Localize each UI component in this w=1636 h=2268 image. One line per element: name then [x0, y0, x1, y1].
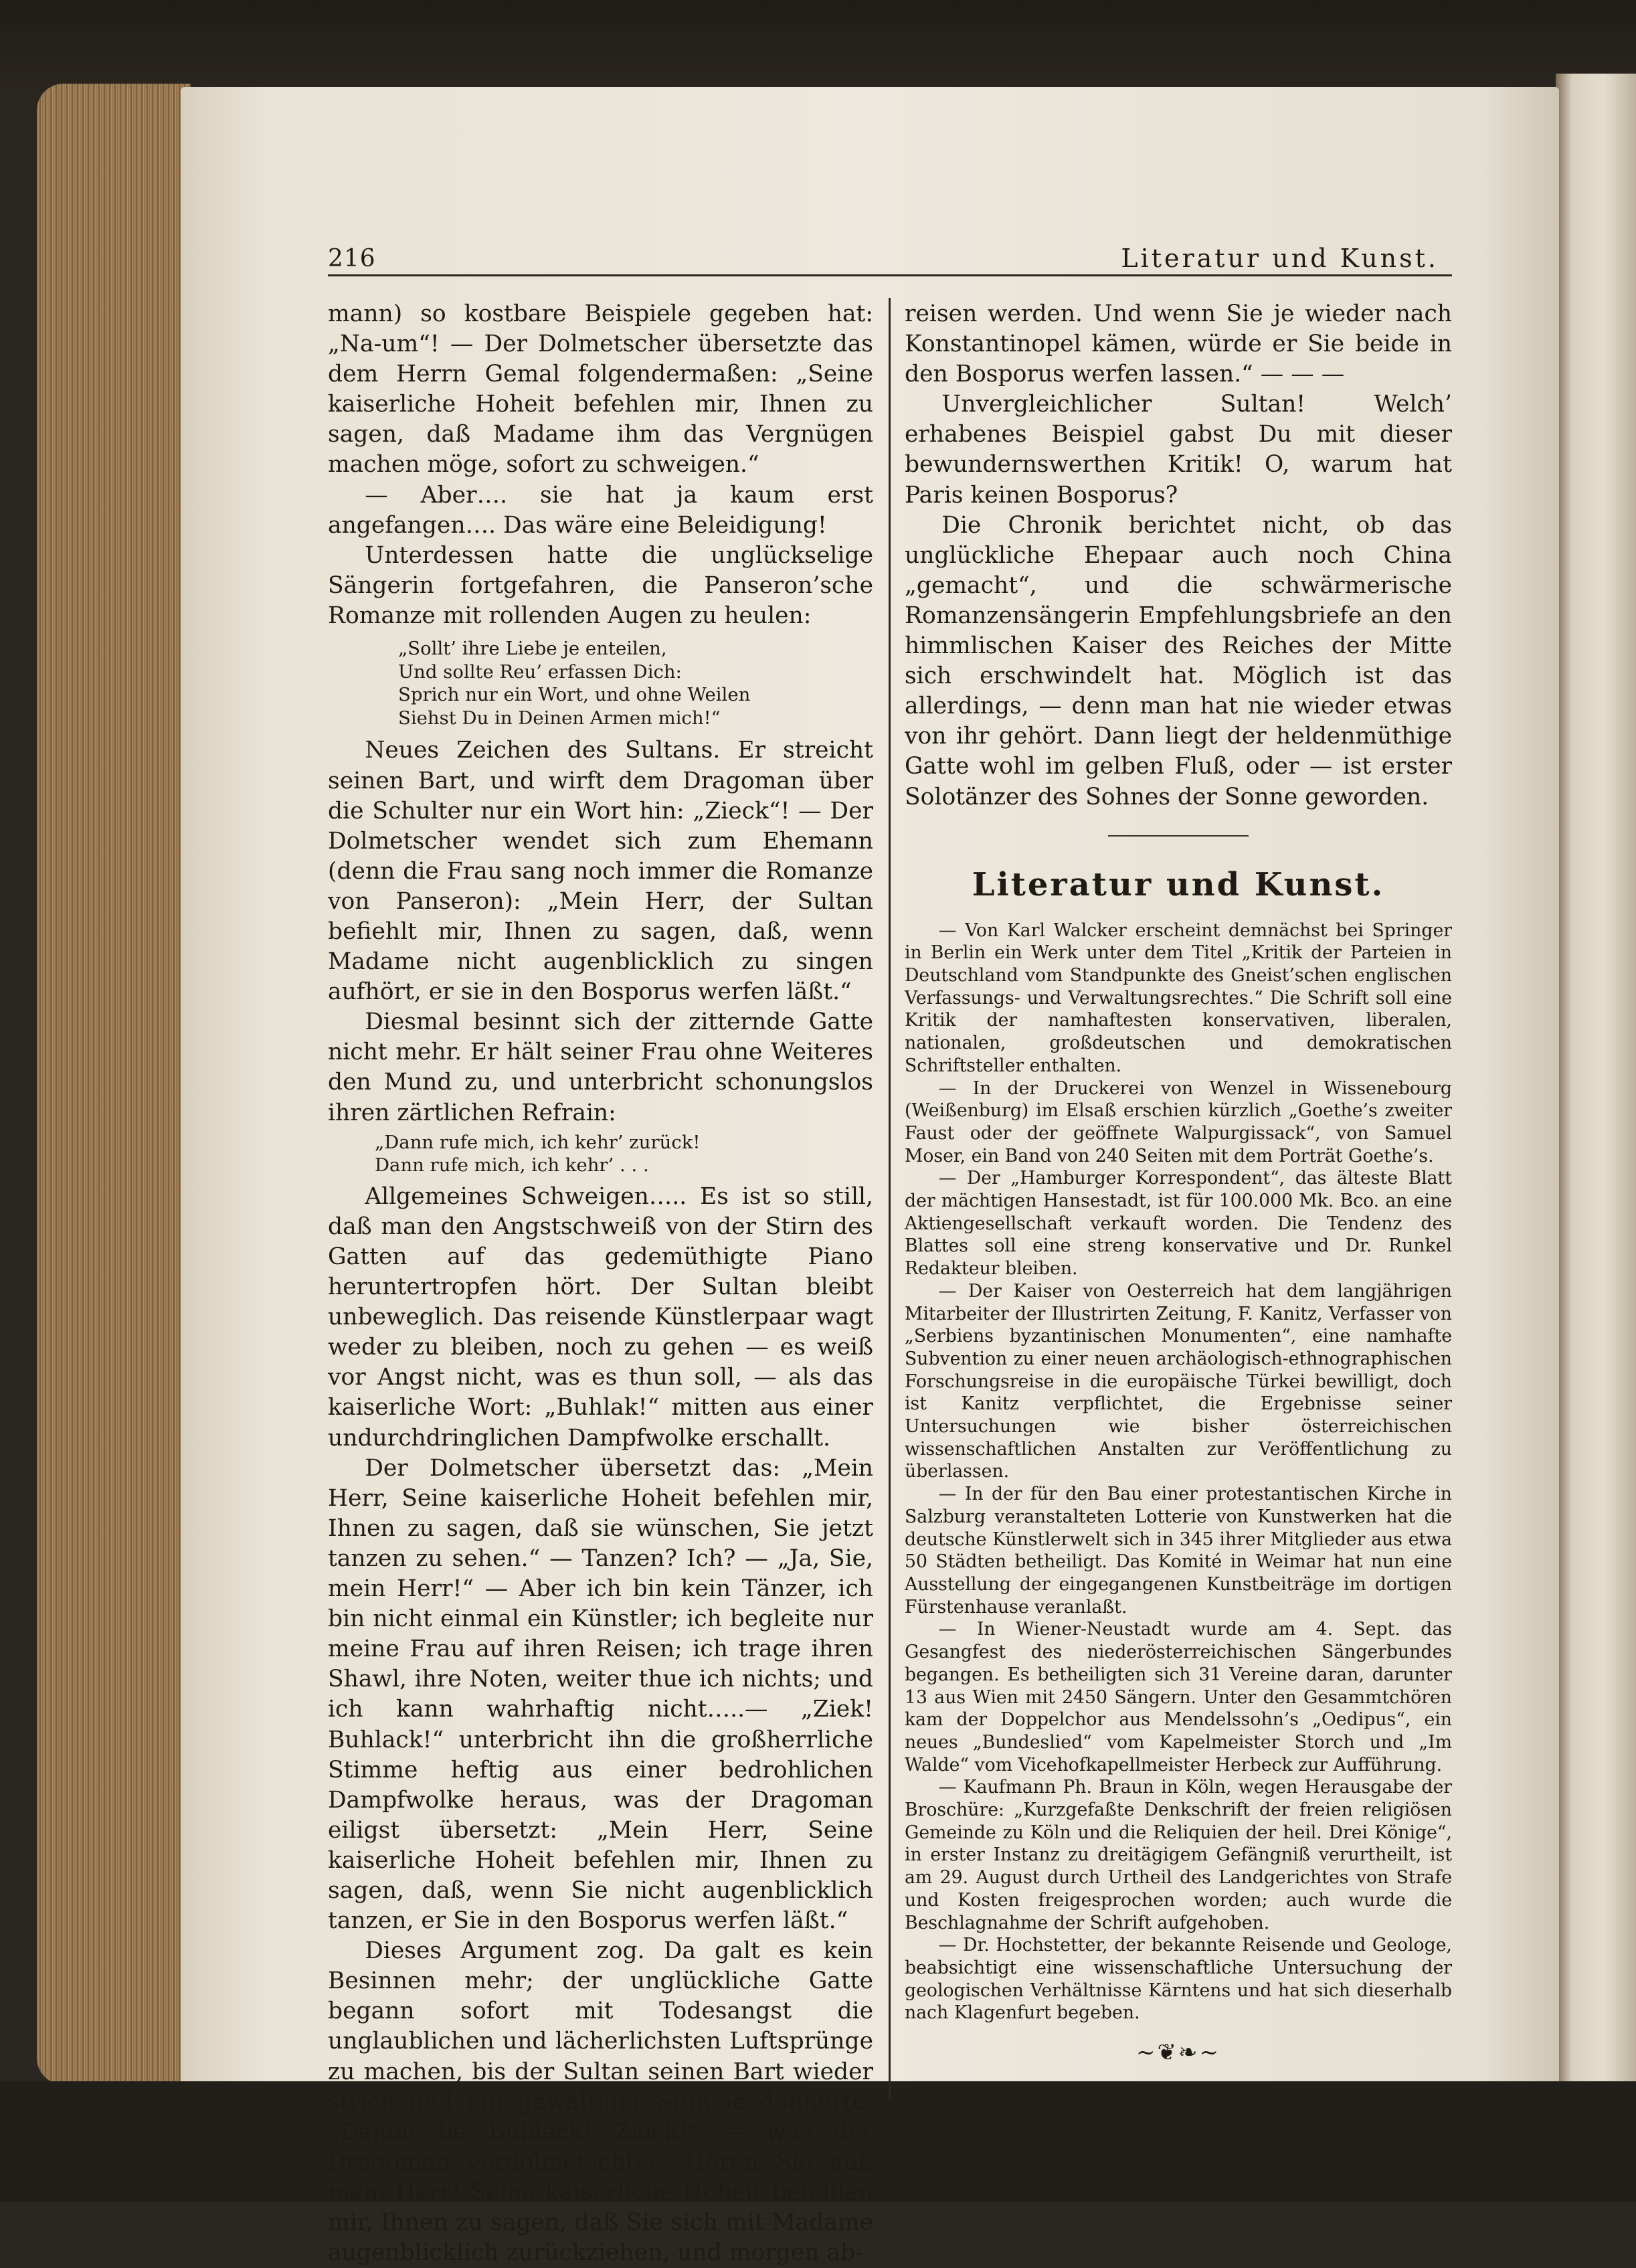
news-item: — In Wiener-Neustadt wurde am 4. Sept. das Gesangfest des niederösterreichischen Sängerbundes begangen. Es betheiligten sich 31 Vereine daran, darunter 13 aus Wien mit 2450 Sängern. Unter den Gesammtchören kam der Doppelchor aus Mendelssohn’s „Oedipus“, ein neues „Bundeslied“ vom Kapelmeister Storch und „Im Walde“ vom Vicehofkapellmeister Herbeck zur Aufführung. [905, 1619, 1452, 1775]
dark-background-top [0, 0, 1636, 100]
section-divider [1108, 835, 1249, 837]
column-divider [889, 298, 891, 2101]
page-header [328, 241, 1452, 276]
paragraph: Unvergleichlicher Sultan! Welch’ erhabenes Beispiel gabst Du mit dieser bewundernswerthen Kritik! O, warum hat Paris keinen Bosporus? [905, 391, 1452, 509]
verse-block [328, 1131, 873, 1177]
verse-line: Dann rufe mich, ich kehr’ . . . [375, 1154, 649, 1176]
verse-line: Siehst Du in Deinen Armen mich!“ [398, 707, 721, 729]
adjacent-page-edge [1556, 74, 1636, 2121]
verse-line: „Sollt’ ihre Liebe je enteilen, [398, 638, 667, 660]
paragraph: Unterdessen hatte die unglückselige Sängerin fortgefahren, die Panseron’sche Romanze mit rollenden Augen zu heulen: [328, 541, 873, 629]
paragraph: Dieses Argument zog. Da galt es kein Besinnen mehr; der unglückliche Gatte begann sofort mit Todesangst die unglaublichen und lächerlichsten Luftsprünge zu machen, bis der Sultan seinen Bart wieder strich und mit gewaltiger Stimme donnerte: „Dajum be Buhlack! Zieck!“ — was der Dragoman verdolmetschte: „Hören Sie auf, mein Herr! Seine kaiserliche Hoheit befehlen mir, Ihnen zu sagen, daß Sie sich mit Madame augenblicklich zurückziehen, und morgen ab- [328, 1937, 873, 2267]
right-column [905, 299, 1452, 2068]
paragraph: — Aber…. sie hat ja kaum erst angefangen…. Das wäre eine Beleidigung! [328, 481, 873, 539]
verse-line: Und sollte Reu’ erfassen Dich: [398, 661, 682, 683]
left-column [328, 299, 873, 2268]
news-item: — Dr. Hochstetter, der bekannte Reisende und Geologe, beabsichtigt eine wissenschaftliche Untersuchung der geologischen Verhältnisse Kärntens und hat sich dieserhalb nach Klagenfurt begeben. [905, 1935, 1452, 2024]
news-item: — Kaufmann Ph. Braun in Köln, wegen Herausgabe der Broschüre: „Kurzgefaßte Denkschrift der freien religiösen Gemeinde zu Köln und die Reliquien der heil. Drei Könige“, in erster Instanz zu dreitägigem Gefängniß verurtheilt, ist am 29. August durch Urtheil des Landgerichtes von Strafe und Kosten freigesprochen worden; auch wurde die Beschlagnahme der Schrift aufgehoben. [905, 1777, 1452, 1933]
paragraph: Die Chronik berichtet nicht, ob das unglückliche Ehepaar auch noch China „gemacht“, und die schwärmerische Romanzensängerin Empfehlungsbriefe an den himmlischen Kaiser des Reiches der Mitte sich erschwindelt hat. Möglich ist das allerdings, — denn man hat nie wieder etwas von ihr gehört. Dann liegt der heldenmüthige Gatte wohl im gelben Fluß, oder — ist erster Solotänzer des Sohnes der Sonne geworden. [905, 511, 1452, 810]
news-item: — Der „Hamburger Korrespondent“, das älteste Blatt der mächtigen Hansestadt, ist für 100.000 Mk. Bco. an eine Aktiengesellschaft verkauft worden. Die Tendenz des Blattes soll eine streng konservative und Dr. Runkel Redakteur bleiben. [905, 1168, 1452, 1280]
verse-line: „Dann rufe mich, ich kehr’ zurück! [375, 1131, 701, 1153]
paragraph: Allgemeines Schweigen….. Es ist so still, daß man den Angstschweiß von der Stirn des Gatten auf das gedemüthigte Piano heruntertropfen hört. Der Sultan bleibt unbeweglich. Das reisende Künstlerpaar wagt weder zu bleiben, noch zu gehen — es weiß vor Angst nicht, was es thun soll, — als das kaiserliche Wort: „Buhlak!“ mitten aus einer undurchdringlichen Dampfwolke erschallt. [328, 1183, 873, 1452]
page-number: 216 [328, 245, 376, 272]
news-section [905, 920, 1452, 2024]
news-item: — In der für den Bau einer protestantischen Kirche in Salzburg veranstalteten Lotterie von Kunstwerken hat die deutsche Künstlerwelt sich in 345 ihrer Mitglieder aus etwa 50 Städten betheiligt. Das Komité in Weimar hat nun eine Ausstellung der eingegangenen Kunstbeiträge im dortigen Fürstenhause veranlaßt. [905, 1484, 1452, 1618]
paragraph: Der Dolmetscher übersetzt das: „Mein Herr, Seine kaiserliche Hoheit befehlen mir, Ihnen zu sagen, daß sie wünschen, Sie jetzt tanzen zu sehen.“ — Tanzen? Ich? — „Ja, Sie, mein Herr!“ — Aber ich bin kein Tänzer, ich bin nicht einmal ein Künstler; ich begleite nur meine Frau auf ihren Reisen; ich trage ihren Shawl, ihre Noten, weiter thue ich nichts; und ich kann wahrhaftig nicht…..— „Ziek! Buhlack!“ unterbricht ihn die großherrliche Stimme heftig aus einer bedrohlichen Dampfwolke heraus, was der Dragoman eiligst übersetzt: „Mein Herr, Seine kaiserliche Hoheit befehlen mir, Ihnen zu sagen, daß, wenn Sie nicht augenblicklich tanzen, er Sie in den Bosporus werfen läßt.“ [328, 1454, 873, 1935]
verse-line: Sprich nur ein Wort, und ohne Weilen [398, 684, 751, 706]
section-title: Literatur und Kunst. [972, 865, 1385, 903]
paragraph: mann) so kostbare Beispiele gegeben hat: „Na-um“! — Der Dolmetscher übersetzte das dem Herrn Gemal folgendermaßen: „Seine kaiserliche Hoheit befehlen mir, Ihnen zu sagen, daß Madame ihm das Vergnügen machen möge, sofort zu schweigen.“ [328, 300, 873, 478]
news-item: — Von Karl Walcker erscheint demnächst bei Springer in Berlin ein Werk unter dem Titel „Kritik der Parteien in Deutschland vom Standpunkte des Gneist’schen englischen Verfassungs- und Verwaltungsrechtes.“ Die Schrift soll eine Kritik der namhaftesten konservativen, liberalen, nationalen, großdeutschen und demokratischen Schriftsteller enthalten. [905, 920, 1452, 1076]
news-item: — Der Kaiser von Oesterreich hat dem langjährigen Mitarbeiter der Illustrirten Zeitung, F. Kanitz, Verfasser von „Serbiens byzantinischen Monumenten“, eine namhafte Subvention zu einer neuen archäologisch-ethnographischen Forschungsreise in die europäische Türkei bewilligt, doch ist Kanitz verpflichtet, die Ergebnisse seiner Untersuchungen wie bisher österreichischen wissenschaftlichen Anstalten zur Veröffentlichung zu überlassen. [905, 1280, 1452, 1482]
end-ornament: ~❦❧~ [1136, 2039, 1220, 2067]
paragraph: reisen werden. Und wenn Sie je wieder nach Konstantinopel kämen, würde er Sie beide in den Bosporus werfen lassen.“ — — — [905, 300, 1452, 388]
paragraph: Neues Zeichen des Sultans. Er streicht seinen Bart, und wirft dem Dragoman über die Schulter nur ein Wort hin: „Zieck“! — Der Dolmetscher wendet sich zum Ehemann (denn die Frau sang noch immer die Romanze von Panseron): „Mein Herr, der Sultan befiehlt mir, Ihnen zu sagen, daß, wenn Madame nicht augenblicklich zu singen aufhört, er sie in den Bosporus werfen läßt.“ [328, 737, 873, 1006]
verse-block [328, 637, 873, 729]
page-edges [37, 84, 191, 2085]
running-title: Literatur und Kunst. [1121, 244, 1439, 273]
news-item: — In der Druckerei von Wenzel in Wissenebourg (Weißenburg) im Elsaß erschien kürzlich „Goethe’s zweiter Faust oder der geöffnete Walpurgissack“, von Samuel Moser, ein Band von 240 Seiten mit dem Porträt Goethe’s. [905, 1077, 1452, 1166]
paragraph: Diesmal besinnt sich der zitternde Gatte nicht mehr. Er hält seiner Frau ohne Weiteres den Mund zu, und unterbricht schonungslos ihren zärtlichen Refrain: [328, 1009, 873, 1126]
